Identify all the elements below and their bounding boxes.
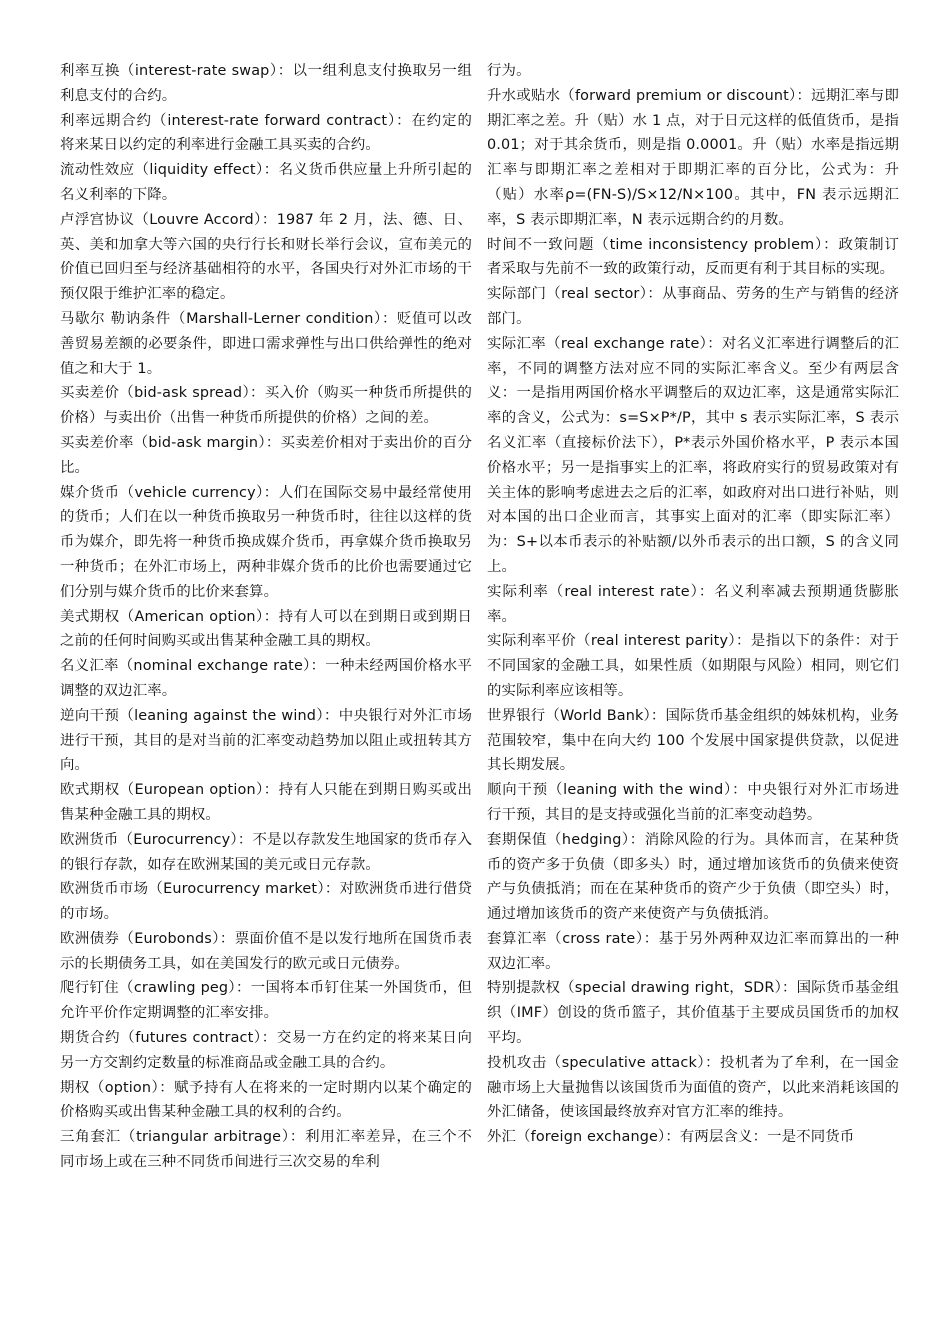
glossary-entry: 欧洲债券（Eurobonds）：票面价值不是以发行地所在国货币表示的长期债务工具，如在美国发行的欧元或日元债券。 [60, 930, 472, 972]
glossary-entry: 期权（option）：赋予持有人在将来的一定时期内以某个确定的价格购买或出售某种金融工具的权利的合约。 [60, 1079, 472, 1121]
glossary-entry: 马歇尔 勒讷条件（Marshall-Lerner condition）：贬值可以改善贸易差额的必要条件，即进口需求弹性与出口供给弹性的绝对值之和大于 1。 [60, 310, 472, 377]
glossary-entry: 投机攻击（speculative attack）：投机者为了牟利，在一国金融市场上大量抛售以该国货币为面值的资产，以此来消耗该国的外汇储备，使该国最终放弃对官方汇率的维持。 [487, 1054, 899, 1121]
glossary-entry: 媒介货币（vehicle currency）：人们在国际交易中最经常使用的货币；人们在以一种货币换取另一种货币时，往往以这样的货币为媒介，即先将一种货币换成媒介货币，再拿媒介货币换取另一种货币；在外汇市场上，两种非媒介货币的比价也需要通过它们分别与媒介货币的比价来套算。 [60, 484, 472, 600]
glossary-entry: 利率远期合约（interest-rate forward contract）：在约定的将来某日以约定的利率进行金融工具买卖的合约。 [60, 112, 472, 154]
glossary-entry: 欧式期权（European option）：持有人只能在到期日购买或出售某种金融工具的期权。 [60, 782, 472, 823]
right-column [487, 59, 899, 1150]
left-column [60, 59, 472, 1175]
glossary-entry: 买卖差价（bid-ask spread）：买入价（购买一种货币所提供的价格）与卖出价（出售一种货币所提供的价格）之间的差。 [60, 385, 472, 427]
glossary-entry: 世界银行（World Bank）：国际货币基金组织的姊妹机构，业务范围较窄，集中在向大约 100 个发展中国家提供贷款，以促进其长期发展。 [487, 707, 899, 774]
glossary-entry: 实际利率平价（real interest parity）：是指以下的条件：对于不同国家的金融工具，如果性质（如期限与风险）相同，则它们的实际利率应该相等。 [487, 633, 899, 699]
glossary-entry: 利率互换（interest-rate swap）：以一组利息支付换取另一组利息支付的合约。 [60, 63, 472, 104]
glossary-entry: 爬行钉住（crawling peg）：一国将本币钉住某一外国货币，但允许平价作定期调整的汇率安排。 [60, 980, 472, 1022]
glossary-entry: 行为。 [487, 63, 531, 79]
glossary-entry: 顺向干预（leaning with the wind）：中央银行对外汇市场进行干预，其目的是支持或强化当前的汇率变动趋势。 [487, 782, 899, 823]
glossary-entry: 名义汇率（nominal exchange rate）：一种未经两国价格水平调整的双边汇率。 [60, 658, 472, 699]
glossary-entry: 期货合约（futures contract）：交易一方在约定的将来某日向另一方交割约定数量的标准商品或金融工具的合约。 [60, 1030, 472, 1071]
glossary-entry: 实际利率（real interest rate）：名义利率减去预期通货膨胀率。 [487, 583, 899, 625]
glossary-entry: 升水或贴水（forward premium or discount）：远期汇率与即期汇率之差。升（贴）水 1 点，对于日元这样的低值货币，是指 0.01；对于其余货币，则是指 0.0001。升（贴）水率是指远期汇率与即期汇率之差相对于即期汇率的百分比，公式为：升（贴）水率ρ=(FN-S)/S×12/N×100。其中，FN 表示远期汇率，S 表示即期汇率，N 表示远期合约的月数。 [487, 87, 899, 228]
glossary-entry: 套期保值（hedging）：消除风险的行为。具体而言，在某种货币的资产多于负债（即多头）时，通过增加该货币的负债来使资产与负债抵消；而在在某种货币的资产少于负债（即空头）时，通过增加该货币的资产来使资产与负债抵消。 [487, 831, 899, 923]
glossary-entry: 美式期权（American option）：持有人可以在到期日或到期日之前的任何时间购买或出售某种金融工具的期权。 [60, 608, 472, 650]
glossary-entry: 欧洲货币市场（Eurocurrency market）：对欧洲货币进行借贷的市场。 [60, 881, 472, 923]
glossary-entry: 外汇（foreign exchange）：有两层含义：一是不同货币 [487, 1129, 855, 1146]
glossary-entry: 套算汇率（cross rate）：基于另外两种双边汇率而算出的一种双边汇率。 [487, 930, 899, 972]
glossary-entry: 特别提款权（special drawing right，SDR）：国际货币基金组织（IMF）创设的货币篮子，其价值基于主要成员国货币的加权平均。 [487, 980, 899, 1047]
glossary-entry: 三角套汇（triangular arbitrage）：利用汇率差异，在三个不同市场上或在三种不同货币间进行三次交易的牟利 [60, 1129, 472, 1171]
glossary-entry: 实际汇率（real exchange rate）：对名义汇率进行调整后的汇率，不同的调整方法对应不同的实际汇率含义。至少有两层含义：一是指用两国价格水平调整后的双边汇率，这是通常实际汇率的含义，公式为：s=S×P*/P，其中 s 表示实际汇率，S 表示名义汇率（直接标价法下），P*表示外国价格水平，P 表示本国价格水平；另一是指事实上的汇率，将政府实行的贸易政策对有关主体的影响考虑进去之后的汇率，如政府对出口进行补贴，则对本国的出口企业而言，其事实上面对的汇率（即实际汇率）为：S+以本币表示的补贴额/以外币表示的出口额，S 的含义同上。 [487, 335, 899, 575]
glossary-entry: 流动性效应（liquidity effect）：名义货币供应量上升所引起的名义利率的下降。 [60, 162, 472, 203]
glossary-entry: 卢浮宫协议（Louvre Accord）：1987 年 2 月，法、德、日、英、美和加拿大等六国的央行行长和财长举行会议，宣布美元的价值已回归至与经济基础相符的水平，各国央行对外汇市场的干预仅限于维护汇率的稳定。 [60, 211, 472, 303]
glossary-entry: 实际部门（real sector）：从事商品、劳务的生产与销售的经济部门。 [487, 286, 899, 327]
glossary-entry: 欧洲货币（Eurocurrency）：不是以存款发生地国家的货币存入的银行存款，如存在欧洲某国的美元或日元存款。 [60, 831, 472, 873]
glossary-entry: 买卖差价率（bid-ask margin）：买卖差价相对于卖出价的百分比。 [60, 434, 472, 476]
glossary-entry: 时间不一致问题（time inconsistency problem）：政策制订者采取与先前不一致的政策行动，反而更有利于其目标的实现。 [487, 236, 899, 278]
glossary-entry: 逆向干预（leaning against the wind）：中央银行对外汇市场进行干预，其目的是对当前的汇率变动趋势加以阻止或扭转其方向。 [60, 707, 472, 774]
